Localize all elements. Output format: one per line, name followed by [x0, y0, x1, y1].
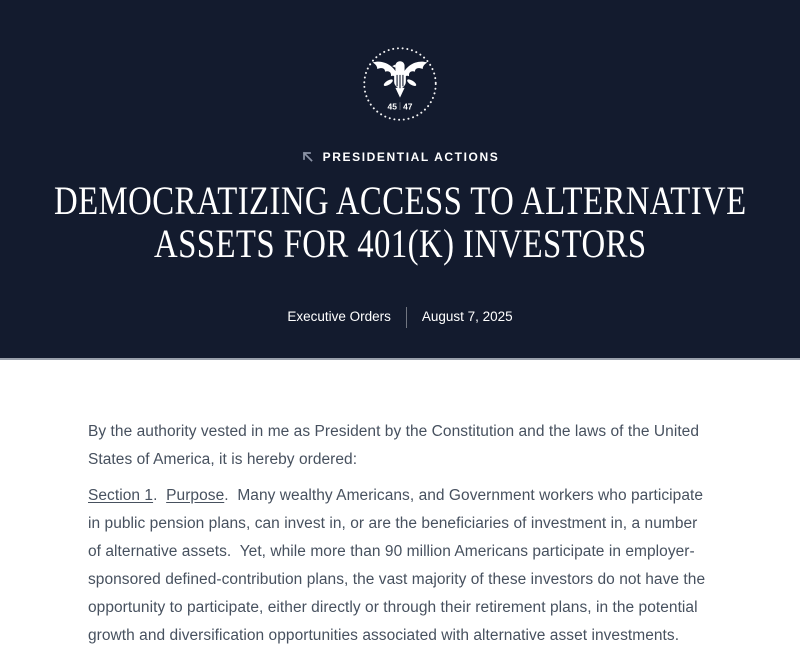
eyebrow-label: PRESIDENTIAL ACTIONS	[322, 149, 500, 164]
arrow-up-left-icon	[301, 150, 314, 163]
seal-number-47: 47	[403, 101, 413, 112]
seal-number-45: 45	[387, 101, 397, 112]
article-meta	[287, 307, 512, 328]
text-run: By the authority vested in me as President by the Constitution and the laws of the United States of America, it is hereby ordered:	[88, 423, 704, 468]
publish-date: August 7, 2025	[421, 309, 513, 325]
page-title-line-2: ASSETS FOR 401(K) INVESTORS	[153, 221, 647, 266]
text-run: .	[153, 487, 167, 504]
category-link[interactable]: Executive Orders	[287, 309, 391, 325]
meta-divider	[406, 307, 407, 328]
eagle-seal-icon	[361, 45, 439, 123]
page-title-line-1: DEMOCRATIZING ACCESS TO ALTERNATIVE	[53, 178, 747, 223]
paragraph	[88, 418, 712, 474]
underlined-text: Section 1	[88, 487, 154, 504]
presidential-actions-link[interactable]	[301, 150, 500, 163]
text-run: . Many wealthy Americans, and Government workers who participate in public pension plans, can invest in, or are the beneficiaries of investment in, a number of alternative assets. Yet, while more than 90 million Americans participate in employer-sponsored defined-contribution plans, the vast majority of these investors do not have the opportunity to participate, either directly or through their retirement plans, in the potential growth and diversification opportunities associated with alternative asset investments.	[88, 487, 710, 644]
article-body	[0, 360, 800, 650]
presidential-seal[interactable]	[361, 45, 439, 123]
underlined-text: Purpose	[166, 487, 225, 504]
page-title	[54, 179, 747, 265]
